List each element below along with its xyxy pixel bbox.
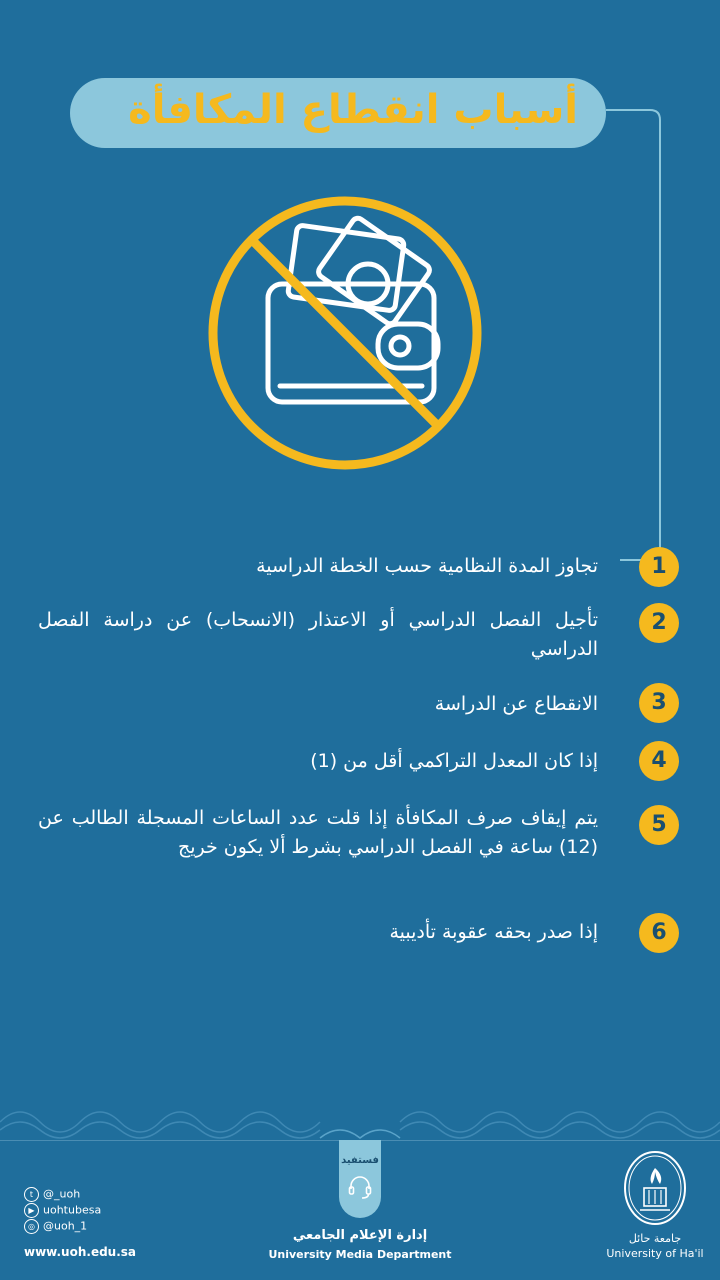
social-handle: @uoh_1 xyxy=(43,1219,88,1233)
number-badge: 6 xyxy=(639,913,679,953)
university-name-en: University of Ha'il xyxy=(606,1247,704,1260)
website-link[interactable]: www.uoh.edu.sa xyxy=(24,1245,137,1259)
item-text: تجاوز المدة النظامية حسب الخطة الدراسية xyxy=(256,555,598,577)
title-pill xyxy=(70,78,606,148)
item-text: إذا كان المعدل التراكمي أقل من (1) xyxy=(310,750,598,772)
item-text: إذا صدر بحقه عقوبة تأديبية xyxy=(389,921,598,943)
social-link-youtube[interactable] xyxy=(24,1203,101,1218)
no-money-wallet-icon xyxy=(200,188,490,478)
twitter-icon: t xyxy=(24,1187,39,1202)
instagram-snapchat-icon: ◎ xyxy=(24,1219,39,1234)
number-badge: 1 xyxy=(639,547,679,587)
youtube-icon: ▶ xyxy=(24,1203,39,1218)
social-link-instagram[interactable] xyxy=(24,1219,87,1234)
number-badge: 5 xyxy=(639,805,679,845)
tab-label: فستفيد xyxy=(341,1155,379,1166)
department-name-ar: إدارة الإعلام الجامعي xyxy=(292,1228,428,1243)
social-link-twitter[interactable] xyxy=(24,1187,80,1202)
social-handle: uohtubesa xyxy=(43,1203,102,1217)
page-title: أسباب انقطاع المكافأة xyxy=(128,87,578,133)
number-badge: 3 xyxy=(639,683,679,723)
decorative-pattern xyxy=(0,1092,720,1142)
university-name-ar: جامعة حائل xyxy=(628,1232,682,1245)
item-text: يتم إيقاف صرف المكافأة إذا قلت عدد الساعات المسجلة الطالب عن (12) ساعة في الفصل الدراسي بشرط ألا يكون خريج xyxy=(38,807,598,858)
department-name-en: University Media Department xyxy=(268,1248,452,1261)
number-badge: 4 xyxy=(639,741,679,781)
university-logo xyxy=(622,1150,688,1226)
number-badge: 2 xyxy=(639,603,679,643)
item-text: تأجيل الفصل الدراسي أو الاعتذار (الانسحاب) عن دراسة الفصل الدراسي xyxy=(38,609,598,660)
social-handle: @_uoh xyxy=(43,1187,81,1201)
item-text: الانقطاع عن الدراسة xyxy=(434,693,598,715)
headset-icon xyxy=(347,1174,373,1200)
center-tab xyxy=(339,1140,381,1218)
